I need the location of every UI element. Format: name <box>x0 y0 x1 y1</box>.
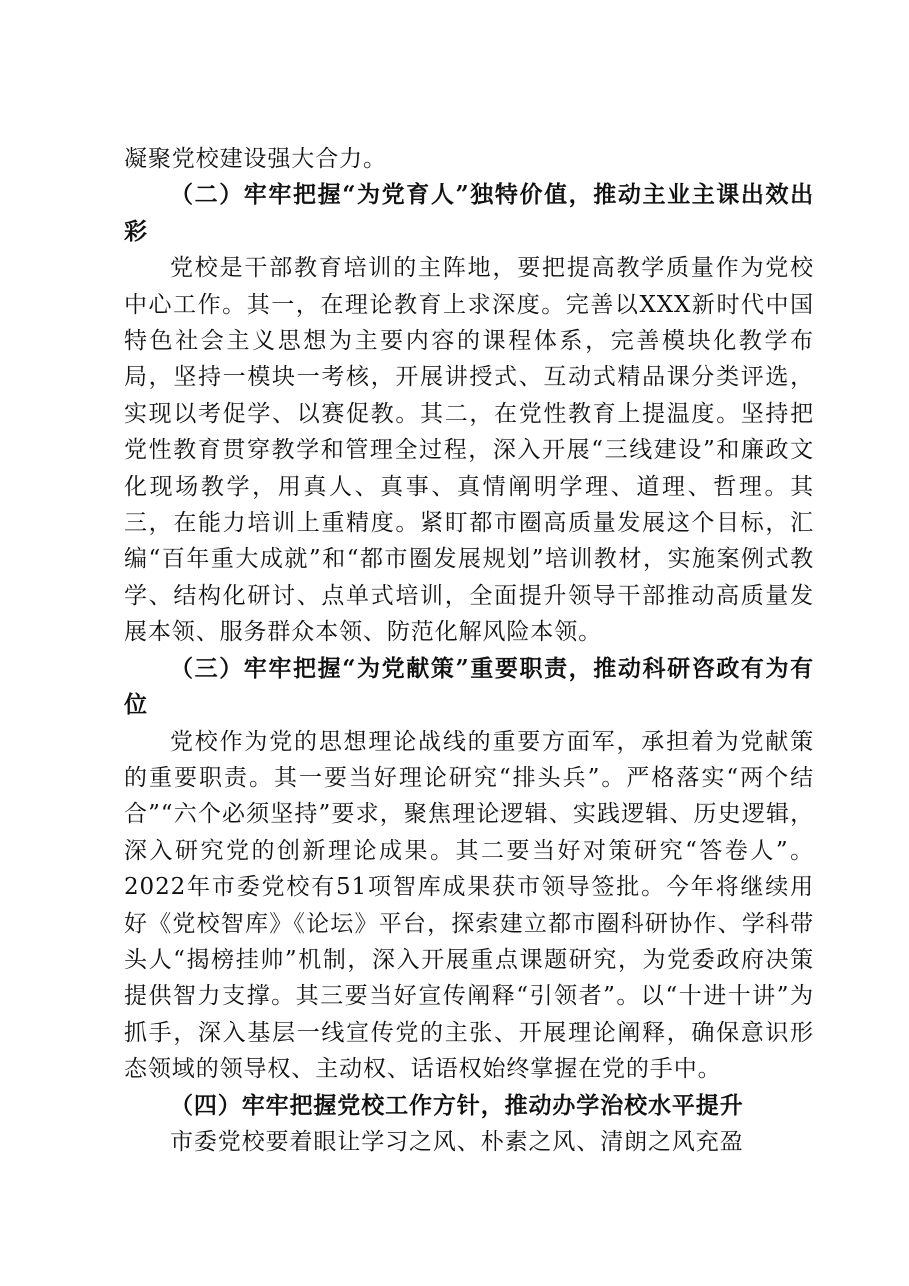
paragraph-section-3: 党校作为党的思想理论战线的重要方面军，承担着为党献策的重要职责。其一要当好理论研究“排头兵”。严格落实“两个结合”“六个必须坚持”要求，聚焦理论逻辑、实践逻辑、历史逻辑，深入研究党的创新理论成果。其二要当好对策研究“答卷人”。2022年市委党校有51项智库成果获市领导签批。今年将继续用好《党校智库》《论坛》平台，探索建立都市圈科研协作、学科带头人“揭榜挂帅”机制，深入开展重点课题研究，为党委政府决策提供智力支撑。其三要当好宣传阐释“引领者”。以“十进十讲”为抓手，深入基层一线宣传党的主张、开展理论阐释，确保意识形态领域的领导权、主动权、话语权始终掌握在党的手中。 <box>124 728 814 1083</box>
paragraph-continuation: 凝聚党校建设强大合力。 <box>124 146 387 172</box>
paragraph-section-4: 市委党校要着眼让学习之风、朴素之风、清朗之风充盈 <box>170 1128 744 1155</box>
section-heading-2: （二）牢牢把握“为党育人”独特价值，推动主业主课出效出彩 <box>124 181 814 245</box>
section-heading-4: （四）牢牢把握党校工作方针，推动办学治校水平提升 <box>170 1091 744 1119</box>
section-heading-3: （三）牢牢把握“为党献策”重要职责，推动科研咨政有为有位 <box>124 654 814 719</box>
paragraph-section-2: 党校是干部教育培训的主阵地，要把提高教学质量作为党校中心工作。其一，在理论教育上求深度。完善以XXX新时代中国特色社会主义思想为主要内容的课程体系，完善模块化教学布局，坚持一模块一考核，开展讲授式、互动式精品课分类评选，实现以考促学、以赛促教。其二，在党性教育上提温度。坚持把党性教育贯穿教学和管理全过程，深入开展“三线建设”和廉政文化现场教学，用真人、真事、真情阐明学理、道理、哲理。其三，在能力培训上重精度。紧盯都市圈高质量发展这个目标，汇编“百年重大成就”和“都市圈发展规划”培训教材，实施案例式教学、结构化研讨、点单式培训，全面提升领导干部推动高质量发展本领、服务群众本领、防范化解风险本领。 <box>124 255 814 646</box>
document-page <box>124 141 814 1160</box>
